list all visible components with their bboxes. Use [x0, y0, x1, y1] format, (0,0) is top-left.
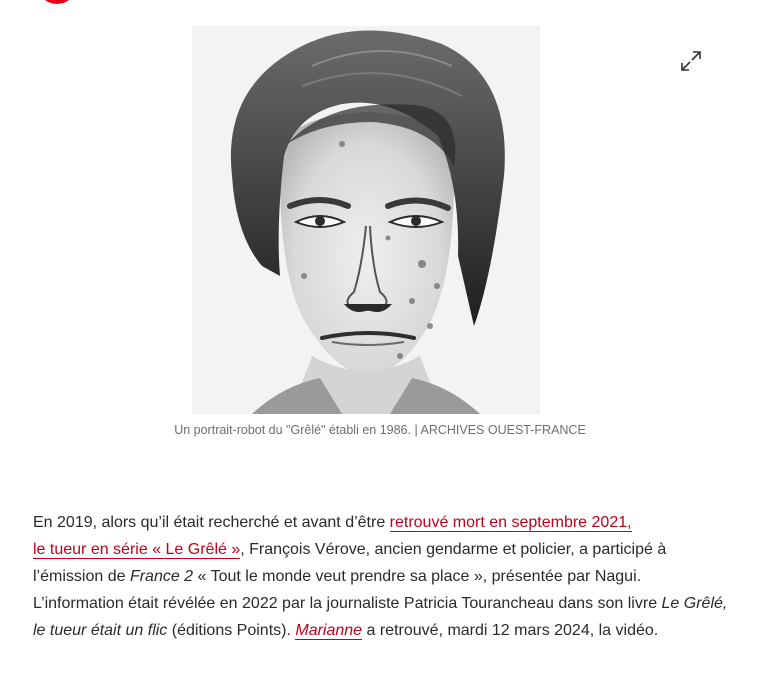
link-retrouve-mort-line2[interactable]: le tueur en série « Le Grêlé »	[33, 541, 241, 558]
article-text-2: , François Vérove, ancien gendarme et policier, a participé à l’émission de	[33, 541, 667, 585]
link-marianne-label[interactable]: Marianne	[295, 622, 363, 639]
article-text-3: « Tout le monde veut prendre sa place », présentée par Nagui. L’information était révélée en 2022 par la journaliste Patricia Tourancheau dans son livre	[33, 568, 662, 612]
article-photo	[192, 26, 540, 414]
photo-caption: Un portrait-robot du "Grêlé" établi en 1986. | ARCHIVES OUEST-FRANCE	[174, 423, 586, 437]
article-text-5: a retrouvé, mardi 12 mars 2024, la vidéo.	[362, 622, 659, 639]
article-text-4: (éditions Points).	[167, 622, 296, 639]
brand-logo-fragment[interactable]	[37, 0, 77, 4]
link-retrouve-mort-line1[interactable]: retrouvé mort en septembre 2021,	[389, 514, 632, 531]
article-text-1: En 2019, alors qu’il était recherché et avant d’être	[33, 514, 390, 531]
composite-sketch-portrait	[192, 26, 540, 414]
expand-arrows-icon	[679, 49, 703, 73]
article-paragraph	[33, 509, 733, 644]
link-marianne[interactable]	[295, 622, 362, 640]
book-title: Le Grêlé, le tueur était un flic	[33, 595, 728, 639]
expand-image-button[interactable]	[679, 49, 703, 73]
channel-name: France 2	[129, 568, 194, 585]
